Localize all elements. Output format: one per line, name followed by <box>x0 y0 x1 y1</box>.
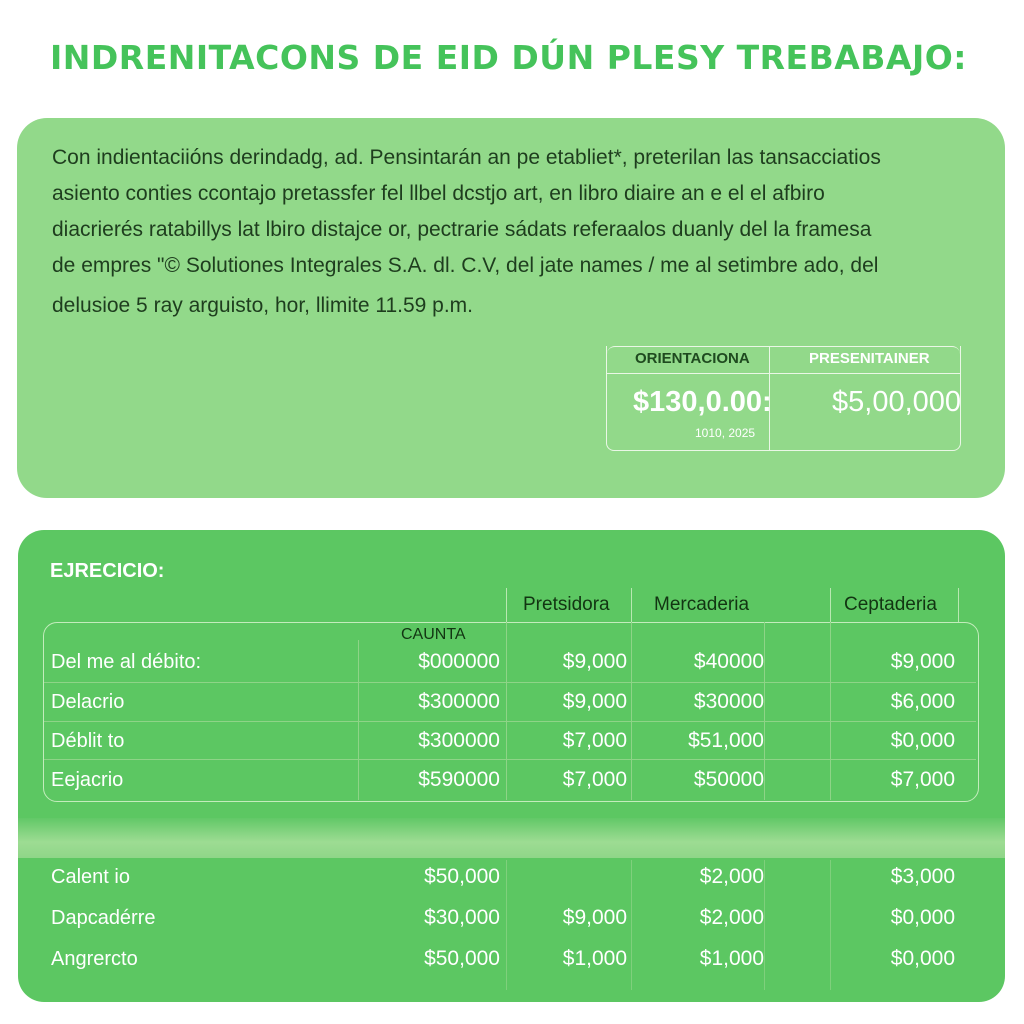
exercise-table-panel <box>18 530 1005 1002</box>
column-divider <box>764 622 765 800</box>
cauenta-cell: $50,000 <box>424 865 500 888</box>
row-divider <box>44 721 976 722</box>
column-divider <box>506 860 507 990</box>
mercaderia-cell: $2,000 <box>699 865 764 888</box>
ceptaderia-cell: $0,000 <box>890 729 955 752</box>
row-label: Calent io <box>51 866 130 888</box>
column-divider <box>631 860 632 990</box>
section-divider-band <box>18 818 1005 858</box>
pretsidora-cell: $9,000 <box>562 650 627 673</box>
pretsidora-cell: $7,000 <box>562 768 627 791</box>
summary-date: 1010, 2025 <box>695 426 756 440</box>
exercise-label: EJRECICIO: <box>50 560 165 582</box>
mercaderia-cell: $50000 <box>693 768 764 791</box>
column-divider <box>358 640 359 800</box>
instructions-text <box>52 140 972 324</box>
column-header-ceptaderia: Ceptaderia <box>844 594 937 615</box>
summary-box <box>606 346 961 451</box>
column-header-cauenta: CAUNTA <box>401 626 466 643</box>
mercaderia-cell: $30000 <box>693 690 764 713</box>
column-divider <box>830 860 831 990</box>
page-title: INDRENITACONS DE EID DÚN PLESY TREBABAJO: <box>50 38 967 77</box>
column-divider <box>631 622 632 800</box>
ceptaderia-cell: $7,000 <box>890 768 955 791</box>
pretsidora-cell: $7,000 <box>562 729 627 752</box>
cauenta-cell: $590000 <box>418 768 500 791</box>
column-divider <box>830 588 831 622</box>
pretsidora-cell: $9,000 <box>562 690 627 713</box>
ceptaderia-cell: $0,000 <box>890 906 955 929</box>
mercaderia-cell: $1,000 <box>699 947 764 970</box>
row-label: Del me al débito: <box>51 651 202 673</box>
pretsidora-cell: $9,000 <box>562 906 627 929</box>
column-divider <box>506 588 507 622</box>
cauenta-cell: $50,000 <box>424 947 500 970</box>
instructions-line: diacrierés ratabillys lat lbiro distajce or, pectrarie sádats referaalos duanly del la framesa <box>52 218 872 241</box>
accounts-table-box <box>43 622 979 802</box>
column-divider <box>506 622 507 800</box>
instructions-line: de empres "© Solutiones Integrales S.A. dl. C.V, del jate names / me al setimbre ado, del <box>52 254 879 277</box>
pretsidora-cell: $1,000 <box>562 947 627 970</box>
ceptaderia-cell: $6,000 <box>890 690 955 713</box>
column-divider <box>631 588 632 622</box>
row-label: Delacrio <box>51 691 125 713</box>
cauenta-cell: $300000 <box>418 690 500 713</box>
row-label: Angrercto <box>51 948 138 970</box>
row-label: Déblit to <box>51 730 125 752</box>
cauenta-cell: $300000 <box>418 729 500 752</box>
row-divider <box>44 682 976 683</box>
column-divider <box>958 588 959 622</box>
column-header-pretsidora: Pretsidora <box>523 594 610 615</box>
cauenta-cell: $000000 <box>418 650 500 673</box>
mercaderia-cell: $51,000 <box>688 729 764 752</box>
instructions-line: delusioe 5 ray arguisto, hor, llimite 11.59 p.m. <box>52 294 473 317</box>
cauenta-cell: $30,000 <box>424 906 500 929</box>
instructions-panel <box>17 118 1005 498</box>
column-divider <box>830 622 831 800</box>
row-label: Dapcadérre <box>51 907 156 929</box>
instructions-line: asiento conties ccontajo pretassfer fel llbel dcstjo art, en libro diaire an e el el afbiro <box>52 182 825 205</box>
orientacion-label: ORIENTACIONA <box>635 350 750 367</box>
presentainer-label: PRESENITAINER <box>809 350 930 367</box>
ceptaderia-cell: $3,000 <box>890 865 955 888</box>
ceptaderia-cell: $0,000 <box>890 947 955 970</box>
mercaderia-cell: $40000 <box>693 650 764 673</box>
row-label: Eejacrio <box>51 769 124 791</box>
mercaderia-cell: $2,000 <box>699 906 764 929</box>
row-divider <box>44 759 976 760</box>
presentainer-value: $5,00,000 <box>832 386 962 418</box>
orientacion-value: $130,0.00: <box>633 386 772 418</box>
ceptaderia-cell: $9,000 <box>890 650 955 673</box>
column-header-mercaderia: Mercaderia <box>654 594 750 615</box>
instructions-line: Con indientaciións derindadg, ad. Pensintarán an pe etabliet*, preterilan las tansacciatios <box>52 146 881 169</box>
column-divider <box>764 860 765 990</box>
